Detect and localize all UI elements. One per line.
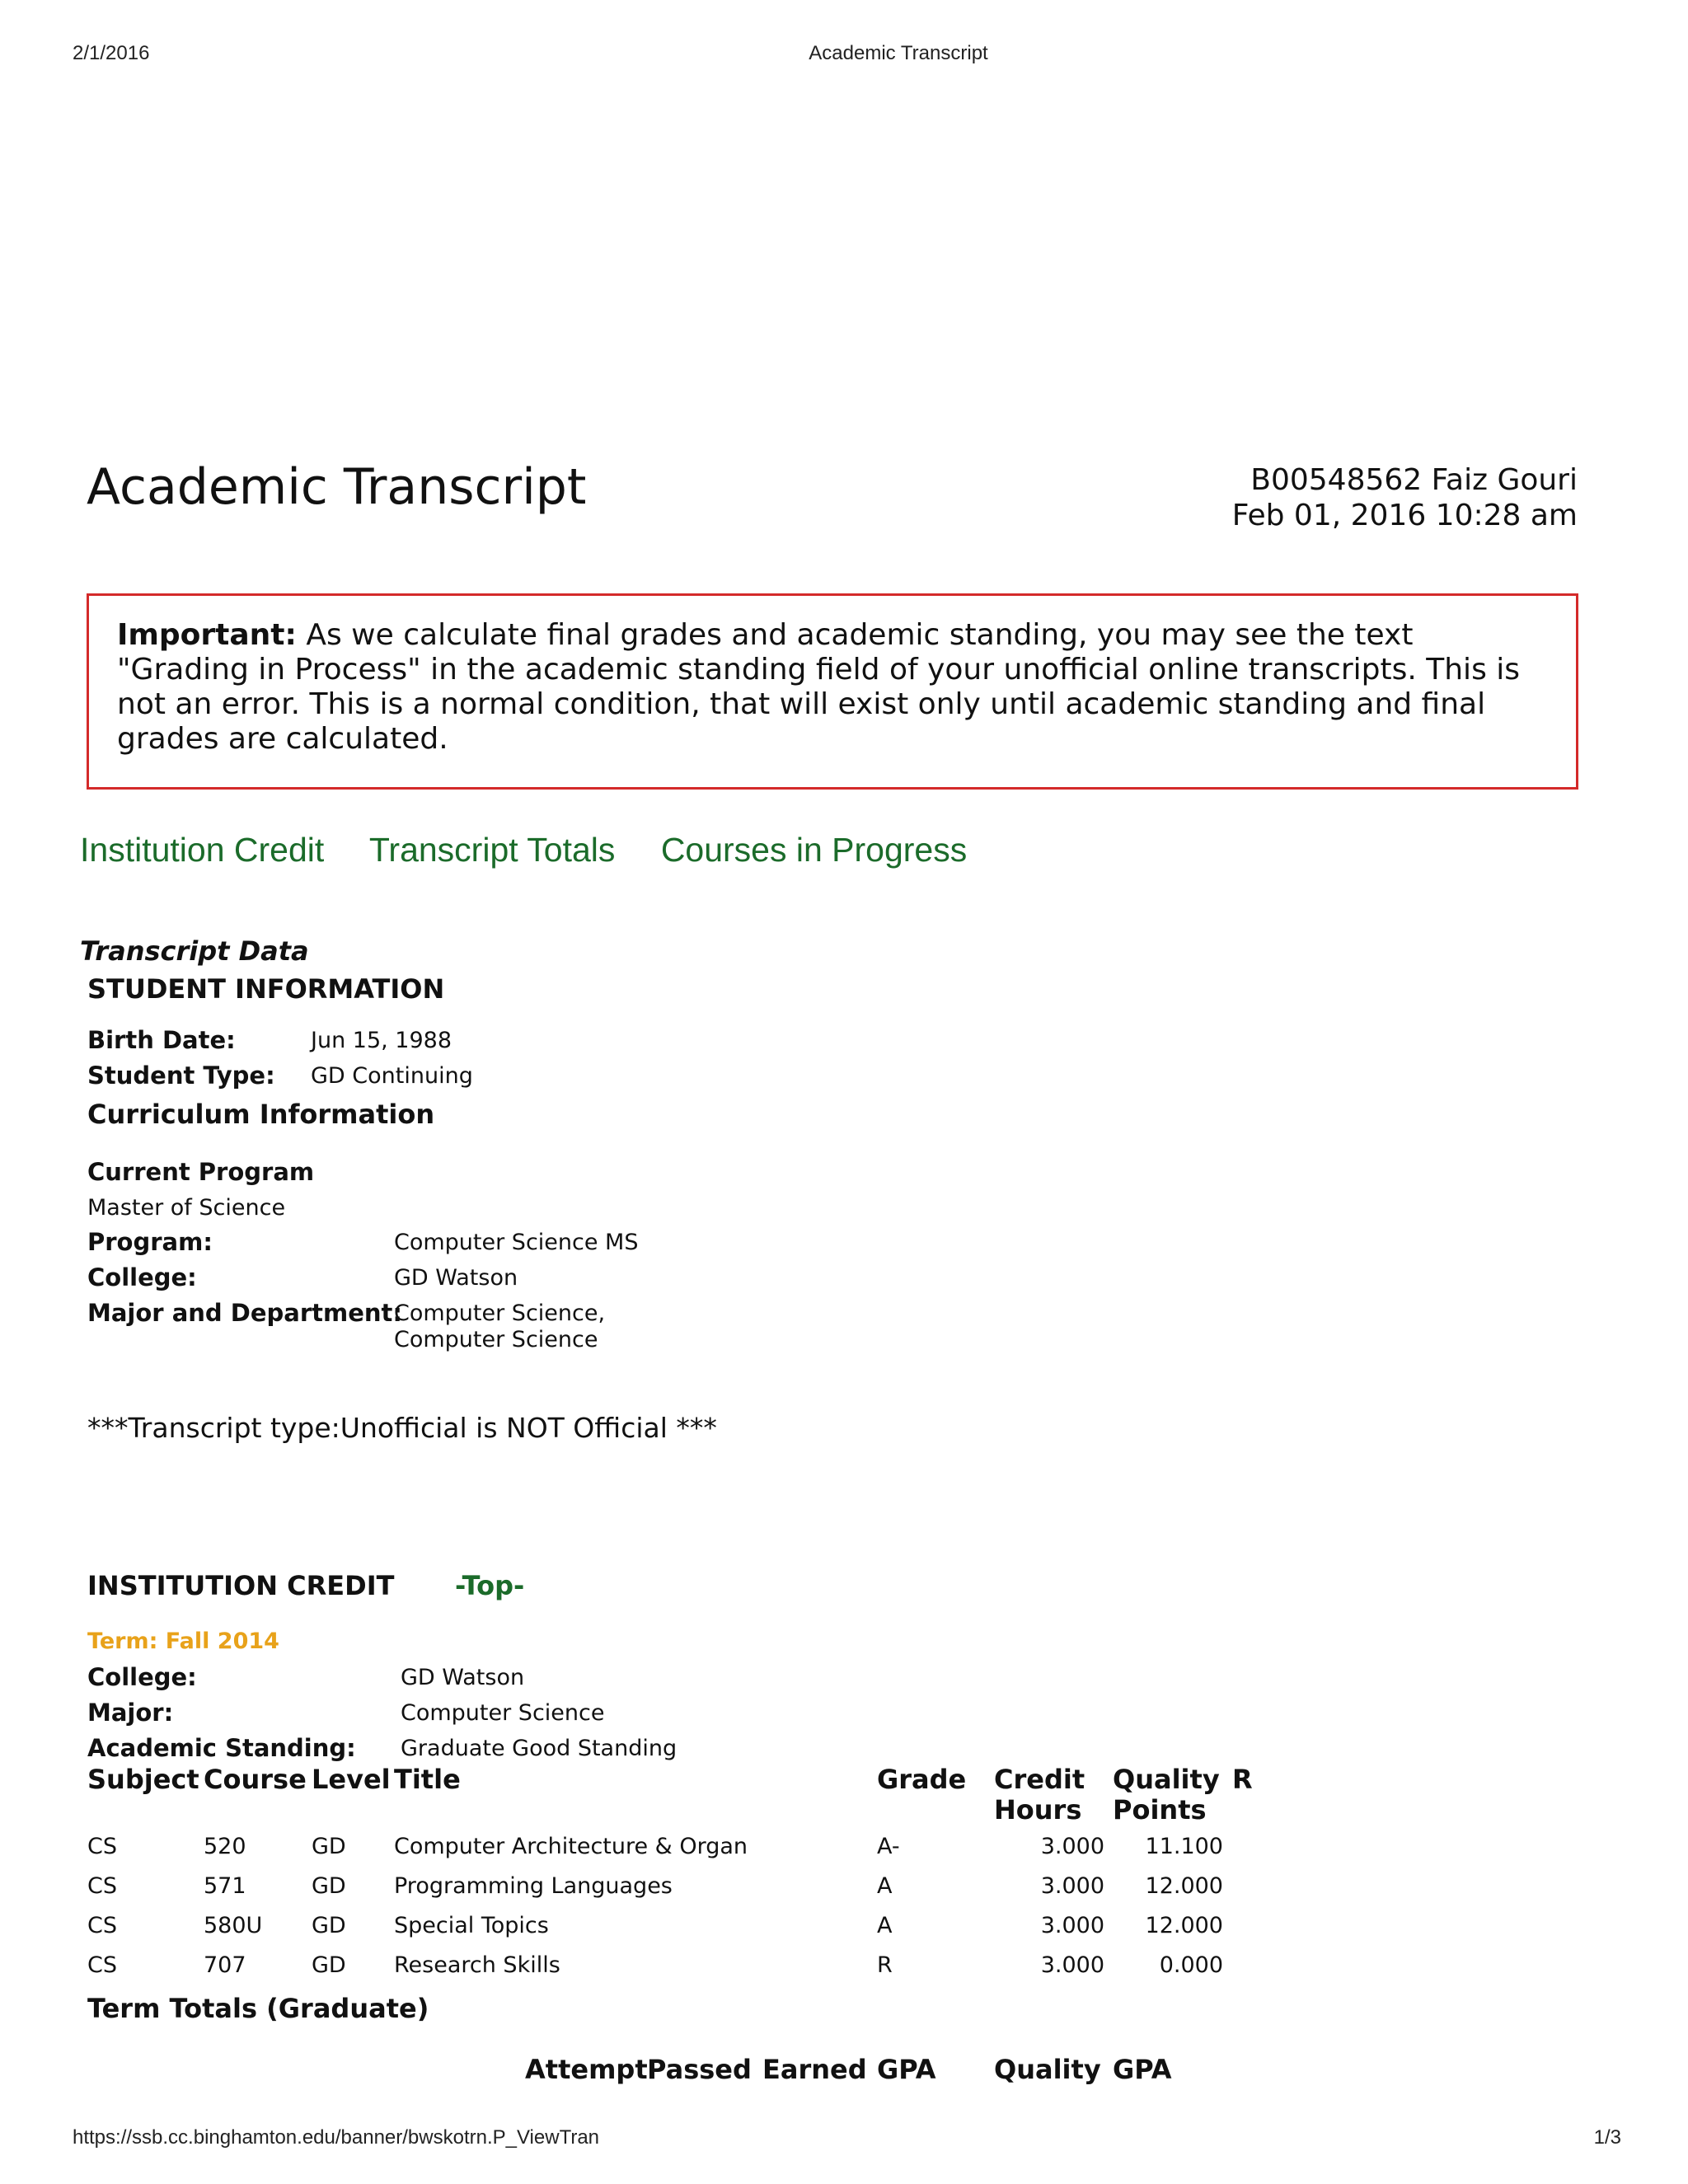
col-quality-points-line1: Quality	[1113, 1764, 1220, 1795]
table-cell-level: GD	[312, 1873, 346, 1899]
major-label: Major and Department:	[87, 1299, 402, 1327]
table-cell-credit: 3.000	[1040, 1873, 1104, 1899]
ic-major-value: Computer Science	[401, 1700, 605, 1726]
col-credit-hours	[994, 1765, 1085, 1825]
ic-standing-label: Academic Standing:	[87, 1734, 356, 1762]
current-program-label: Current Program	[87, 1158, 315, 1186]
degree-value: Master of Science	[87, 1195, 286, 1221]
transcript-data-title: Transcript Data	[80, 935, 309, 967]
table-cell-course: 520	[204, 1834, 246, 1859]
table-cell-level: GD	[312, 1834, 346, 1859]
notice-text: As we calculate final grades and academic standing, you may see the text "Grading in Process" in the academic standing field of your unofficial online transcripts. This is not an error. This is a normal condition, that will exist only until academic standing and final grades are calculated.	[117, 618, 1521, 756]
table-cell-credit: 3.000	[1040, 1952, 1104, 1978]
col-course: Course	[204, 1764, 307, 1795]
notice-label: Important:	[117, 618, 297, 652]
nav-transcript-totals[interactable]: Transcript Totals	[368, 831, 616, 869]
student-type-value: GD Continuing	[311, 1063, 473, 1089]
totals-col-attempt: Attempt	[525, 2055, 648, 2085]
ic-major-label: Major:	[87, 1699, 174, 1727]
col-credit-hours-line2: Hours	[994, 1794, 1082, 1825]
table-cell-subject: CS	[87, 1834, 117, 1859]
curriculum-title: Curriculum Information	[87, 1099, 435, 1130]
table-cell-subject: CS	[87, 1952, 117, 1978]
table-cell-course: 571	[204, 1873, 246, 1899]
term-totals-title: Term Totals (Graduate)	[87, 1993, 429, 2024]
col-quality-points	[1113, 1765, 1220, 1825]
col-title: Title	[394, 1764, 461, 1795]
college-label: College:	[87, 1263, 197, 1291]
table-cell-quality: 12.000	[1145, 1913, 1223, 1938]
college-value: GD Watson	[394, 1265, 518, 1291]
table-cell-quality: 0.000	[1159, 1952, 1223, 1978]
table-cell-course: 580U	[204, 1913, 263, 1938]
timestamp: Feb 01, 2016 10:28 am	[1231, 499, 1578, 532]
nav-courses-in-progress[interactable]: Courses in Progress	[660, 831, 968, 869]
table-cell-grade: A	[877, 1873, 893, 1899]
student-info-title: STUDENT INFORMATION	[87, 973, 445, 1005]
table-cell-level: GD	[312, 1952, 346, 1978]
major-value-line2: Computer Science	[394, 1327, 598, 1352]
institution-credit-title: INSTITUTION CREDIT	[87, 1570, 395, 1601]
ic-standing-value: Graduate Good Standing	[401, 1736, 678, 1761]
ic-college-value: GD Watson	[401, 1665, 525, 1690]
print-url: https://ssb.cc.binghamton.edu/banner/bwskotrn.P_ViewTran	[73, 2126, 600, 2149]
program-label: Program:	[87, 1228, 213, 1256]
print-date: 2/1/2016	[73, 42, 150, 64]
transcript-type-note: ***Transcript type:Unofficial is NOT Official ***	[87, 1412, 717, 1444]
program-value: Computer Science MS	[394, 1230, 639, 1255]
birth-date-value: Jun 15, 1988	[311, 1028, 452, 1053]
totals-col-gpa-hours: GPA	[877, 2055, 936, 2085]
table-cell-credit: 3.000	[1040, 1834, 1104, 1859]
user-id-name: B00548562 Faiz Gouri	[1250, 463, 1578, 497]
table-cell-credit: 3.000	[1040, 1913, 1104, 1938]
table-cell-title: Special Topics	[394, 1913, 549, 1938]
nav-institution-credit[interactable]: Institution Credit	[80, 831, 325, 869]
table-cell-quality: 12.000	[1145, 1873, 1223, 1899]
page-title: Academic Transcript	[87, 458, 587, 516]
table-cell-title: Programming Languages	[394, 1873, 673, 1899]
table-cell-level: GD	[312, 1913, 346, 1938]
important-notice	[87, 593, 1578, 790]
table-cell-title: Research Skills	[394, 1952, 560, 1978]
table-cell-grade: R	[877, 1952, 893, 1978]
term-totals-header	[0, 2055, 1688, 2097]
table-cell-grade: A	[877, 1913, 893, 1938]
major-value-line1: Computer Science,	[394, 1301, 606, 1326]
table-cell-subject: CS	[87, 1913, 117, 1938]
birth-date-label: Birth Date:	[87, 1026, 236, 1054]
col-subject: Subject	[87, 1764, 199, 1795]
col-grade: Grade	[877, 1764, 967, 1795]
col-credit-hours-line1: Credit	[994, 1764, 1085, 1795]
student-type-label: Student Type:	[87, 1062, 275, 1090]
col-level: Level	[312, 1764, 391, 1795]
table-cell-subject: CS	[87, 1873, 117, 1899]
col-quality-points-line2: Points	[1113, 1794, 1207, 1825]
table-cell-course: 707	[204, 1952, 246, 1978]
top-link[interactable]: -Top-	[455, 1570, 525, 1601]
ic-college-label: College:	[87, 1663, 197, 1691]
table-cell-grade: A-	[877, 1834, 900, 1859]
totals-col-quality: Quality	[994, 2055, 1101, 2085]
section-nav	[80, 831, 1003, 869]
totals-col-earned: Earned	[762, 2055, 867, 2085]
print-title: Academic Transcript	[809, 42, 988, 64]
print-page-number: 1/3	[1593, 2126, 1621, 2149]
term-label: Term: Fall 2014	[87, 1629, 279, 1654]
user-info	[1232, 462, 1578, 533]
col-r: R	[1232, 1764, 1253, 1795]
totals-col-gpa: GPA	[1113, 2055, 1172, 2085]
table-cell-quality: 11.100	[1145, 1834, 1223, 1859]
totals-col-passed: Passed	[647, 2055, 752, 2085]
table-cell-title: Computer Architecture & Organ	[394, 1834, 748, 1859]
